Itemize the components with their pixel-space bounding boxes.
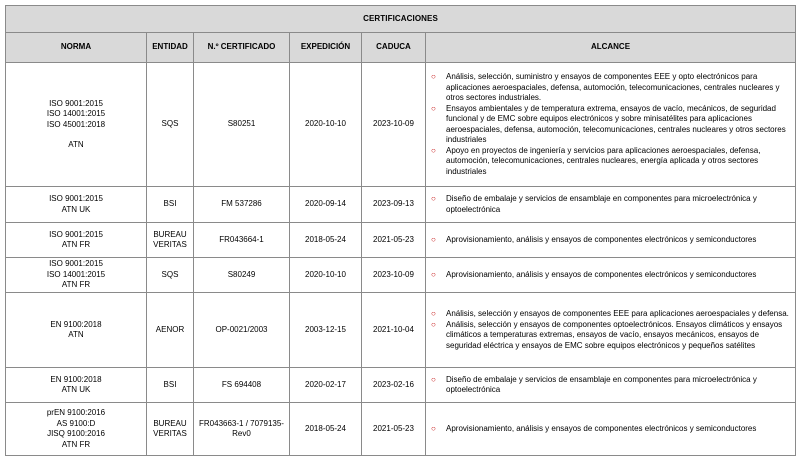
circle-bullet-icon: ○ bbox=[431, 145, 436, 155]
circle-bullet-icon: ○ bbox=[431, 194, 436, 203]
alcance-list bbox=[430, 194, 792, 215]
column-header-entidad: ENTIDAD bbox=[147, 33, 194, 63]
alcance-item bbox=[430, 375, 792, 396]
alcance-text: Aprovisionamiento, análisis y ensayos de componentes electrónicos y semiconductores bbox=[446, 423, 757, 433]
table-body bbox=[6, 63, 796, 456]
cell-alcance bbox=[426, 258, 796, 293]
alcance-list bbox=[430, 424, 792, 435]
cell-norma bbox=[6, 223, 147, 258]
alcance-item bbox=[430, 104, 792, 146]
norma-line: AS 9100:D bbox=[56, 418, 96, 428]
cell-entidad: BUREAU VERITAS bbox=[147, 223, 194, 258]
certifications-table bbox=[5, 5, 796, 456]
cell-alcance bbox=[426, 187, 796, 223]
alcance-item bbox=[430, 424, 792, 435]
norma-line: ATN UK bbox=[61, 204, 91, 214]
cell-certificado: OP-0021/2003 bbox=[194, 293, 290, 368]
cell-entidad: AENOR bbox=[147, 293, 194, 368]
alcance-item bbox=[430, 194, 792, 215]
table-title: CERTIFICACIONES bbox=[6, 6, 796, 33]
cell-norma bbox=[6, 293, 147, 368]
alcance-list bbox=[430, 309, 792, 351]
norma-line: ATN FR bbox=[61, 439, 91, 449]
alcance-item bbox=[430, 270, 792, 281]
circle-bullet-icon: ○ bbox=[431, 103, 436, 113]
norma-line: ISO 14001:2015 bbox=[46, 109, 106, 118]
circle-bullet-icon: ○ bbox=[431, 234, 436, 244]
cell-caduca: 2021-05-23 bbox=[362, 223, 426, 258]
alcance-list bbox=[430, 235, 792, 246]
cell-entidad: SQS bbox=[147, 63, 194, 187]
cell-alcance bbox=[426, 368, 796, 403]
norma-line: prEN 9100:2016 bbox=[46, 408, 106, 417]
table-row bbox=[6, 258, 796, 293]
norma-line: EN 9100:2018 bbox=[50, 374, 102, 384]
column-header-caduca: CADUCA bbox=[362, 33, 426, 63]
circle-bullet-icon: ○ bbox=[431, 319, 436, 329]
circle-bullet-icon: ○ bbox=[431, 423, 436, 433]
cell-expedicion: 2020-02-17 bbox=[290, 368, 362, 403]
cell-certificado: S80251 bbox=[194, 63, 290, 187]
cell-expedicion: 2018-05-24 bbox=[290, 403, 362, 456]
norma-line: ISO 9001:2015 bbox=[49, 229, 103, 239]
cell-caduca: 2023-02-16 bbox=[362, 368, 426, 403]
cell-certificado: S80249 bbox=[194, 258, 290, 293]
alcance-text: Análisis, selección y ensayos de componentes EEE para aplicaciones aeroespaciales y defensa. bbox=[446, 309, 789, 318]
norma-line: ISO 14001:2015 bbox=[46, 269, 106, 279]
table-row bbox=[6, 293, 796, 368]
alcance-text: Aprovisionamiento, análisis y ensayos de componentes electrónicos y semiconductores bbox=[446, 269, 757, 279]
norma-line: JISQ 9100:2016 bbox=[47, 429, 105, 438]
cell-norma bbox=[6, 403, 147, 456]
table-row bbox=[6, 187, 796, 223]
circle-bullet-icon: ○ bbox=[431, 309, 436, 318]
table-header-row bbox=[6, 33, 796, 63]
norma-line: ATN bbox=[68, 140, 84, 149]
cell-caduca: 2023-09-13 bbox=[362, 187, 426, 223]
alcance-list bbox=[430, 72, 792, 177]
column-header-expedicion: EXPEDICIÓN bbox=[290, 33, 362, 63]
cell-entidad: SQS bbox=[147, 258, 194, 293]
alcance-text: Diseño de embalaje y servicios de ensamblaje en componentes para microelectrónica y optoelectrónica bbox=[446, 374, 757, 394]
column-header-certificado: N.º CERTIFICADO bbox=[194, 33, 290, 63]
circle-bullet-icon: ○ bbox=[431, 269, 436, 279]
alcance-text: Análisis, selección, suministro y ensayos de componentes EEE y opto electrónicos para aplicaciones aeroespaciales, defensa, automoción, telecomunicaciones, centrales nucleares y otros sectores industriales. bbox=[446, 72, 780, 102]
table-row bbox=[6, 368, 796, 403]
norma-line: ATN FR bbox=[61, 280, 91, 290]
cell-caduca: 2021-10-04 bbox=[362, 293, 426, 368]
table-row bbox=[6, 223, 796, 258]
cell-entidad: BSI bbox=[147, 368, 194, 403]
cell-norma bbox=[6, 187, 147, 223]
alcance-text: Apoyo en proyectos de ingeniería y servicios para aplicaciones aeroespaciales, defensa, automoción, telecomunicaciones, centrales nucleares, energía aplicada y otros sectores industriales bbox=[446, 145, 761, 176]
circle-bullet-icon: ○ bbox=[431, 72, 436, 81]
norma-line: ATN bbox=[68, 330, 84, 339]
alcance-item bbox=[430, 235, 792, 246]
cell-norma bbox=[6, 368, 147, 403]
cell-alcance bbox=[426, 403, 796, 456]
alcance-text: Ensayos ambientales y de temperatura extrema, ensayos de vacío, mecánicos, de seguridad funcional y de EMC sobre equipos electrónicos y sobre minisatélites para aplicaciones aeroespaciales, defensa, automoción, telecomunicaciones, centrales nucleares y otros sectores industriales bbox=[446, 103, 786, 144]
table-title-row bbox=[6, 6, 796, 33]
norma-line: ISO 9001:2015 bbox=[49, 98, 103, 108]
cell-expedicion: 2020-10-10 bbox=[290, 258, 362, 293]
cell-norma bbox=[6, 258, 147, 293]
cell-expedicion: 2018-05-24 bbox=[290, 223, 362, 258]
table-row bbox=[6, 403, 796, 456]
alcance-item bbox=[430, 309, 792, 320]
cell-entidad: BSI bbox=[147, 187, 194, 223]
norma-line: EN 9100:2018 bbox=[50, 319, 102, 329]
norma-line: ISO 9001:2015 bbox=[49, 259, 103, 269]
column-header-norma: NORMA bbox=[6, 33, 147, 63]
cell-caduca: 2023-10-09 bbox=[362, 258, 426, 293]
cell-alcance bbox=[426, 63, 796, 187]
cell-certificado: FM 537286 bbox=[194, 187, 290, 223]
cell-certificado: FS 694408 bbox=[194, 368, 290, 403]
alcance-list bbox=[430, 270, 792, 281]
norma-line: ISO 9001:2015 bbox=[49, 194, 103, 203]
cell-expedicion: 2020-09-14 bbox=[290, 187, 362, 223]
cell-caduca: 2023-10-09 bbox=[362, 63, 426, 187]
norma-line: ISO 45001:2018 bbox=[46, 119, 106, 129]
norma-line bbox=[9, 130, 143, 140]
cell-alcance bbox=[426, 223, 796, 258]
column-header-alcance: ALCANCE bbox=[426, 33, 796, 63]
circle-bullet-icon: ○ bbox=[431, 374, 436, 384]
alcance-item bbox=[430, 320, 792, 352]
alcance-text: Análisis, selección y ensayos de componentes optoelectrónicos. Ensayos climáticos y ensayos climáticos a temperaturas extremas, ensayos de vacío, ensayos mecánicos, ensayos de seguridad eléctrica y ensayos de EMC sobre equipos electrónicos y pequeños satélites bbox=[446, 319, 783, 350]
norma-line: ATN UK bbox=[61, 385, 91, 394]
alcance-item bbox=[430, 72, 792, 104]
table-row bbox=[6, 63, 796, 187]
cell-certificado: FR043663-1 / 7079135-Rev0 bbox=[194, 403, 290, 456]
cell-certificado: FR043664-1 bbox=[194, 223, 290, 258]
cell-entidad: BUREAU VERITAS bbox=[147, 403, 194, 456]
cell-caduca: 2021-05-23 bbox=[362, 403, 426, 456]
cell-expedicion: 2020-10-10 bbox=[290, 63, 362, 187]
cell-norma bbox=[6, 63, 147, 187]
norma-line: ATN FR bbox=[61, 240, 91, 249]
alcance-text: Aprovisionamiento, análisis y ensayos de componentes electrónicos y semiconductores bbox=[446, 234, 757, 244]
cell-expedicion: 2003-12-15 bbox=[290, 293, 362, 368]
alcance-text: Diseño de embalaje y servicios de ensamblaje en componentes para microelectrónica y optoelectrónica bbox=[446, 194, 757, 214]
certifications-panel bbox=[5, 5, 795, 456]
alcance-list bbox=[430, 375, 792, 396]
cell-alcance bbox=[426, 293, 796, 368]
alcance-item bbox=[430, 146, 792, 178]
